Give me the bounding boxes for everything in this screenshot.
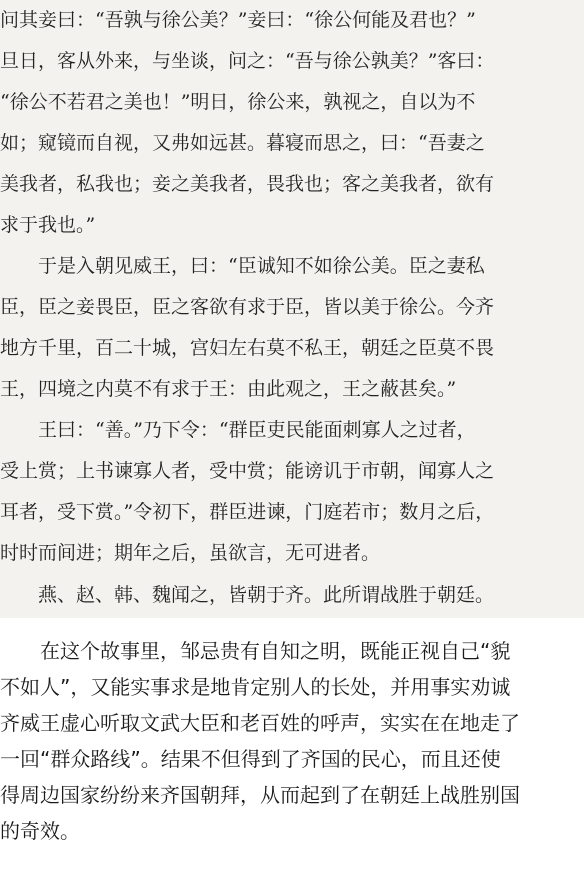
text-line: 于是入朝见威王，曰：“臣诚知不如徐公美。臣之妻私: [0, 255, 485, 277]
text-line: 美我者，私我也；妾之美我者，畏我也；客之美我者，欲有: [0, 173, 495, 195]
text-line: 的奇效。: [0, 819, 80, 843]
text-line: 旦日，客从外来，与坐谈，问之：“吾与徐公孰美？”客曰：: [0, 50, 495, 72]
text-line: 得周边国家纷纷来齐国朝拜，从而起到了在朝廷上战胜别国: [0, 783, 520, 807]
text-line: 王曰：“善。”乃下令：“群臣吏民能面刺寡人之过者，: [0, 419, 476, 441]
text-line: 地方千里，百二十城，宫妇左右莫不私王，朝廷之臣莫不畏: [0, 337, 495, 359]
text-line: 一回“群众路线”。结果不但得到了齐国的民心，而且还使: [0, 747, 501, 771]
text-line: 问其妾曰：“吾孰与徐公美？”妾曰：“徐公何能及君也？”: [0, 9, 476, 31]
text-line: 齐威王虚心听取文武大臣和老百姓的呼声，实实在在地走了: [0, 711, 520, 735]
text-line: 如；窥镜而自视，又弗如远甚。暮寝而思之，曰：“吾妻之: [0, 132, 485, 154]
text-line: 燕、赵、韩、魏闻之，皆朝于齐。此所谓战胜于朝廷。: [0, 584, 495, 606]
text-line: 耳者，受下赏。”令初下，群臣进谏，门庭若市；数月之后，: [0, 501, 495, 523]
text-line: 王，四境之内莫不有求于王：由此观之，王之蔽甚矣。”: [0, 378, 457, 400]
text-line: “徐公不若君之美也！”明日，徐公来，孰视之，自以为不: [0, 91, 476, 113]
text-line: 时时而间进；期年之后，虽欲言，无可进者。: [0, 542, 381, 564]
text-line: 求于我也。”: [0, 214, 96, 236]
text-line: 受上赏；上书谏寡人者，受中赏；能谤讥于市朝，闻寡人之: [0, 460, 495, 482]
text-line: 不如人”，又能实事求是地肯定别人的长处，并用事实劝诚: [0, 675, 511, 699]
text-line: 臣，臣之妾畏臣，臣之客欲有求于臣，皆以美于徐公。今齐: [0, 296, 495, 318]
text-line: 在这个故事里，邹忌贵有自知之明，既能正视自己“貌: [0, 639, 511, 663]
